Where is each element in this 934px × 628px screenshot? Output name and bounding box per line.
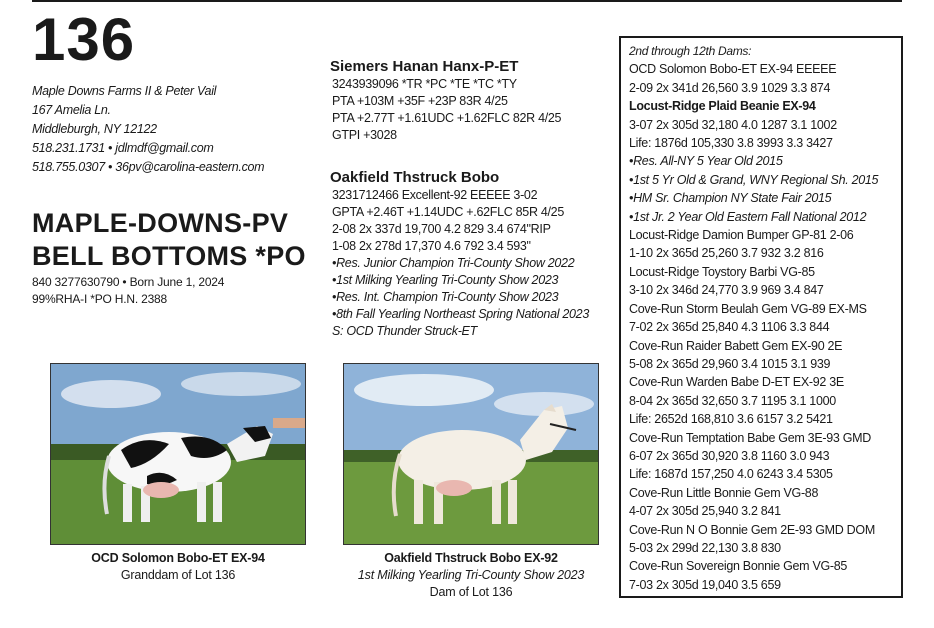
dam-line: 2-08 2x 337d 19,700 4.2 829 3.4 674"RIP xyxy=(332,222,551,236)
granddam-caption xyxy=(50,550,306,584)
dam-pedigree-line: Locust-Ridge Damion Bumper GP-81 2-06 xyxy=(629,228,854,243)
sire-line: 3243939096 *TR *PC *TE *TC *TY xyxy=(332,77,517,91)
consignor-contact-2: 518.755.0307 • 36pv@carolina-eastern.com xyxy=(32,160,265,174)
dam-pedigree-line: Cove-Run Little Bonnie Gem VG-88 xyxy=(629,485,819,500)
animal-name-line-1: MAPLE-DOWNS-PV xyxy=(32,208,289,238)
dam-pedigree-line: Cove-Run Warden Babe D-ET EX-92 3E xyxy=(629,375,844,390)
animal-info xyxy=(32,274,224,308)
dam-pedigree-line: •Res. All-NY 5 Year Old 2015 xyxy=(629,154,783,169)
dam-photo xyxy=(343,363,599,545)
dam-honor: •Res. Int. Champion Tri-County Show 2023 xyxy=(332,290,559,304)
white-cow-photo-icon xyxy=(344,364,598,544)
dam-pedigree-line: Life: 2652d 168,810 3.6 6157 3.2 5421 xyxy=(629,412,833,427)
dam-caption-italic: 1st Milking Yearling Tri-County Show 2023 xyxy=(357,568,585,582)
sire-line: PTA +2.77T +1.61UDC +1.62FLC 82R 4/25 xyxy=(332,111,562,125)
dam-line: 1-08 2x 278d 17,370 4.6 792 3.4 593" xyxy=(332,239,531,253)
dam-pedigree-line: 7-03 2x 305d 19,040 3.5 659 xyxy=(629,577,781,592)
consignor-contact-1: 518.231.1731 • jdlmdf@gmail.com xyxy=(32,141,214,155)
dam-pedigree-line: 3-10 2x 346d 24,770 3.9 969 3.4 847 xyxy=(629,283,824,298)
consignor-name: Maple Downs Farms II & Peter Vail xyxy=(32,84,217,98)
dam-pedigree-line: 2-09 2x 341d 26,560 3.9 1029 3.3 874 xyxy=(629,80,831,95)
dam-pedigree-line: Cove-Run Storm Beulah Gem VG-89 EX-MS xyxy=(629,301,867,316)
dam-pedigree-line: Cove-Run Sovereign Bonnie Gem VG-85 xyxy=(629,559,848,574)
granddam-photo xyxy=(50,363,306,545)
dam-pedigree-line: Life: 1876d 105,330 3.8 3993 3.3 3427 xyxy=(629,136,833,151)
dam-line: 3231712466 Excellent-92 EEEEE 3-02 xyxy=(332,188,538,202)
dam-pedigree-line: 7-02 2x 365d 25,840 4.3 1106 3.3 844 xyxy=(629,320,830,335)
dam-pedigree-line: Cove-Run Temptation Babe Gem 3E-93 GMD xyxy=(629,430,871,445)
dam-pedigree-line: 5-03 2x 299d 22,130 3.8 830 xyxy=(629,540,781,555)
dam-pedigree-line: Locust-Ridge Toystory Barbi VG-85 xyxy=(629,264,815,279)
sire-line: GTPI +3028 xyxy=(332,128,397,142)
dams-lines xyxy=(629,60,901,594)
dam-caption-title: Oakfield Thstruck Bobo EX-92 xyxy=(384,551,558,565)
animal-name xyxy=(32,207,306,273)
dam-honor: •1st Milking Yearling Tri-County Show 2023 xyxy=(332,273,559,287)
dam-pedigree-line: 6-07 2x 365d 30,920 3.8 1160 3.0 943 xyxy=(629,448,830,463)
lot-number: 136 xyxy=(32,6,136,73)
sire-block xyxy=(332,58,561,144)
granddam-caption-title: OCD Solomon Bobo-ET EX-94 xyxy=(91,551,265,565)
dam-pedigree-line: Locust-Ridge Plaid Beanie EX-94 xyxy=(629,99,816,114)
consignor-city: Middleburgh, NY 12122 xyxy=(32,122,157,136)
consignor-block xyxy=(32,82,264,177)
dam-pedigree-line: •1st Jr. 2 Year Old Eastern Fall National 2012 xyxy=(629,209,867,224)
dam-pedigree-line: 5-08 2x 365d 29,960 3.4 1015 3.1 939 xyxy=(629,356,831,371)
dam-pedigree-line: Cove-Run N O Bonnie Gem 2E-93 GMD DOM xyxy=(629,522,875,537)
animal-name-line-2: BELL BOTTOMS *PO xyxy=(32,241,306,271)
granddam-caption-sub: Granddam of Lot 136 xyxy=(120,568,236,582)
dam-block xyxy=(332,169,589,340)
dam-pedigree-line: 3-07 2x 305d 32,180 4.0 1287 3.1 1002 xyxy=(629,117,837,132)
dams-intro: 2nd through 12th Dams: xyxy=(629,44,752,58)
dams-box xyxy=(619,36,903,598)
registration-line: 840 3277630790 • Born June 1, 2024 xyxy=(32,275,225,289)
dam-caption xyxy=(343,550,599,601)
dam-pedigree-line: Cove-Run Raider Babett Gem EX-90 2E xyxy=(629,338,843,353)
dam-caption-sub: Dam of Lot 136 xyxy=(429,585,513,599)
holstein-cow-photo-icon xyxy=(51,364,305,544)
dam-sire-line: S: OCD Thunder Struck-ET xyxy=(332,324,477,338)
dam-pedigree-line: •1st 5 Yr Old & Grand, WNY Regional Sh. 2015 xyxy=(629,172,879,187)
breed-line: 99%RHA-I *PO H.N. 2388 xyxy=(32,292,167,306)
sire-name: Siemers Hanan Hanx-P-ET xyxy=(330,58,519,75)
dam-pedigree-line: 8-04 2x 365d 32,650 3.7 1195 3.1 1000 xyxy=(629,393,836,408)
dam-name: Oakfield Thstruck Bobo xyxy=(330,169,500,186)
dam-pedigree-line: 4-07 2x 305d 25,940 3.2 841 xyxy=(629,504,781,519)
dam-pedigree-line: 1-10 2x 365d 25,260 3.7 932 3.2 816 xyxy=(629,246,824,261)
dam-honor: •Res. Junior Champion Tri-County Show 2022 xyxy=(332,256,575,270)
dam-pedigree-line: OCD Solomon Bobo-ET EX-94 EEEEE xyxy=(629,62,837,77)
sire-line: PTA +103M +35F +23P 83R 4/25 xyxy=(332,94,508,108)
dam-pedigree-line: Life: 1687d 157,250 4.0 6243 3.4 5305 xyxy=(629,467,833,482)
top-rule xyxy=(32,0,902,2)
dam-pedigree-line: •HM Sr. Champion NY State Fair 2015 xyxy=(629,191,832,206)
dam-honor: •8th Fall Yearling Northeast Spring National 2023 xyxy=(332,307,589,321)
consignor-street: 167 Amelia Ln. xyxy=(32,103,111,117)
dam-line: GPTA +2.46T +1.14UDC +.62FLC 85R 4/25 xyxy=(332,205,564,219)
